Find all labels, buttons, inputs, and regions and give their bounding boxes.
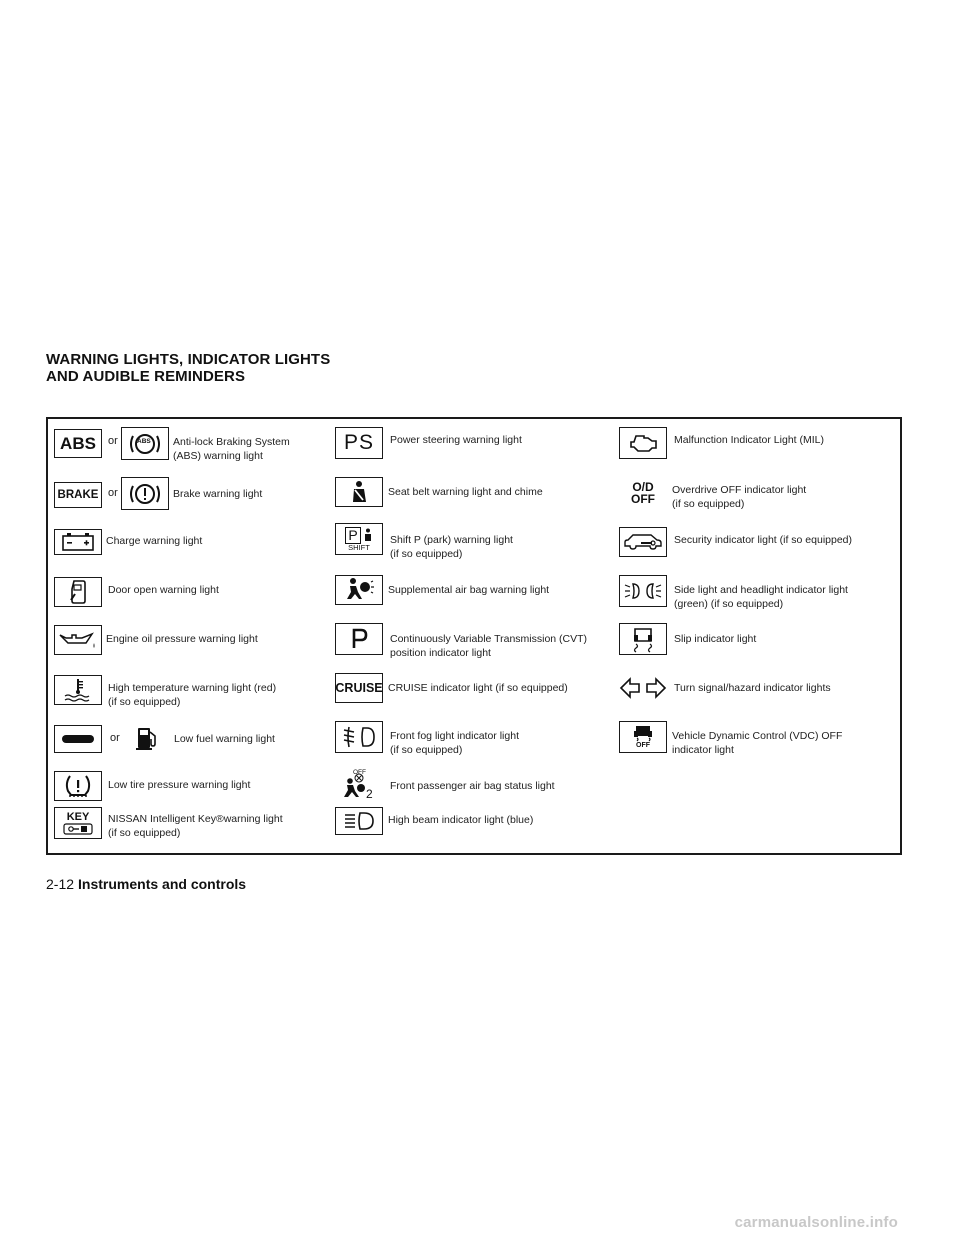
page-number: 2-12 bbox=[46, 876, 75, 892]
side-light-icon bbox=[619, 575, 667, 607]
or-text: or bbox=[110, 732, 120, 744]
fuel-pump-icon bbox=[124, 719, 170, 757]
label-intelligent-key: NISSAN Intelligent Key®warning light (if so equipped) bbox=[108, 813, 283, 839]
shift-park-icon: P SHIFT bbox=[335, 523, 383, 555]
intelligent-key-icon: KEY bbox=[54, 807, 102, 839]
air-bag-two-text: 2 bbox=[366, 787, 373, 801]
label-air-bag: Supplemental air bag warning light bbox=[388, 584, 550, 596]
label-shift-park: Shift P (park) warning light (if so equipped) bbox=[390, 534, 513, 560]
tire-pressure-icon bbox=[54, 771, 102, 801]
security-icon bbox=[619, 527, 667, 557]
label-passenger-air-bag: Front passenger air bag status light bbox=[390, 780, 555, 792]
label-overdrive-off: Overdrive OFF indicator light (if so equipped) bbox=[672, 484, 807, 510]
label-oil: Engine oil pressure warning light bbox=[106, 633, 258, 645]
heading-line-2: AND AUDIBLE REMINDERS bbox=[46, 368, 246, 385]
high-beam-icon bbox=[335, 807, 383, 835]
front-fog-light-icon bbox=[335, 721, 383, 753]
label-side-light: Side light and headlight indicator light (green) (if so equipped) bbox=[674, 584, 848, 610]
label-power-steering: Power steering warning light bbox=[390, 434, 522, 446]
label-charge: Charge warning light bbox=[106, 535, 203, 547]
label-cvt-position: Continuously Variable Transmission (CVT) position indicator light bbox=[390, 633, 588, 659]
watermark: carmanualsonline.info bbox=[734, 1214, 898, 1231]
label-brake: Brake warning light bbox=[173, 488, 263, 500]
air-bag-off-text: OFF bbox=[353, 769, 366, 776]
label-front-fog: Front fog light indicator light (if so equipped) bbox=[390, 730, 519, 756]
battery-icon bbox=[54, 529, 102, 555]
abs-icon: ABS bbox=[54, 429, 102, 458]
section-heading bbox=[46, 351, 466, 385]
label-door-open: Door open warning light bbox=[108, 584, 219, 596]
cvt-position-icon bbox=[335, 623, 383, 655]
label-vdc-off: Vehicle Dynamic Control (VDC) OFF indicator light bbox=[672, 730, 843, 756]
label-abs: Anti-lock Braking System (ABS) warning light bbox=[173, 436, 290, 462]
page-footer bbox=[46, 876, 246, 892]
overdrive-off-icon: O/D OFF bbox=[619, 477, 667, 509]
slip-icon bbox=[619, 623, 667, 655]
section-title: Instruments and controls bbox=[78, 876, 247, 892]
oil-can-icon bbox=[54, 625, 102, 655]
label-security: Security indicator light (if so equipped) bbox=[674, 534, 853, 546]
check-engine-icon bbox=[619, 427, 667, 459]
label-high-temperature: High temperature warning light (red) (if so equipped) bbox=[108, 682, 277, 708]
label-high-beam: High beam indicator light (blue) bbox=[388, 814, 534, 826]
low-fuel-bar-icon bbox=[54, 725, 102, 753]
air-bag-icon bbox=[335, 575, 383, 605]
label-turn-signal: Turn signal/hazard indicator lights bbox=[674, 682, 831, 694]
brake-circle-icon bbox=[121, 477, 169, 510]
brake-icon: BRAKE bbox=[54, 482, 102, 508]
or-text: or bbox=[108, 487, 118, 499]
power-steering-icon: PS bbox=[335, 427, 383, 459]
heading-line-1: WARNING LIGHTS, INDICATOR LIGHTS bbox=[46, 351, 331, 368]
abs-small-text: ABS bbox=[137, 438, 151, 445]
vdc-off-icon: OFF bbox=[619, 721, 667, 753]
label-low-tire-pressure: Low tire pressure warning light bbox=[108, 779, 251, 791]
label-seat-belt: Seat belt warning light and chime bbox=[388, 486, 543, 498]
or-text: or bbox=[108, 435, 118, 447]
warning-lights-panel bbox=[46, 417, 902, 855]
turn-signal-icon bbox=[619, 673, 667, 703]
label-slip: Slip indicator light bbox=[674, 633, 757, 645]
seat-belt-icon bbox=[335, 477, 383, 507]
label-cruise: CRUISE indicator light (if so equipped) bbox=[388, 682, 568, 694]
coolant-temperature-icon bbox=[54, 675, 102, 705]
label-low-fuel: Low fuel warning light bbox=[174, 733, 275, 745]
label-mil: Malfunction Indicator Light (MIL) bbox=[674, 434, 824, 446]
cruise-icon: CRUISE bbox=[335, 673, 383, 703]
door-open-icon bbox=[54, 577, 102, 607]
